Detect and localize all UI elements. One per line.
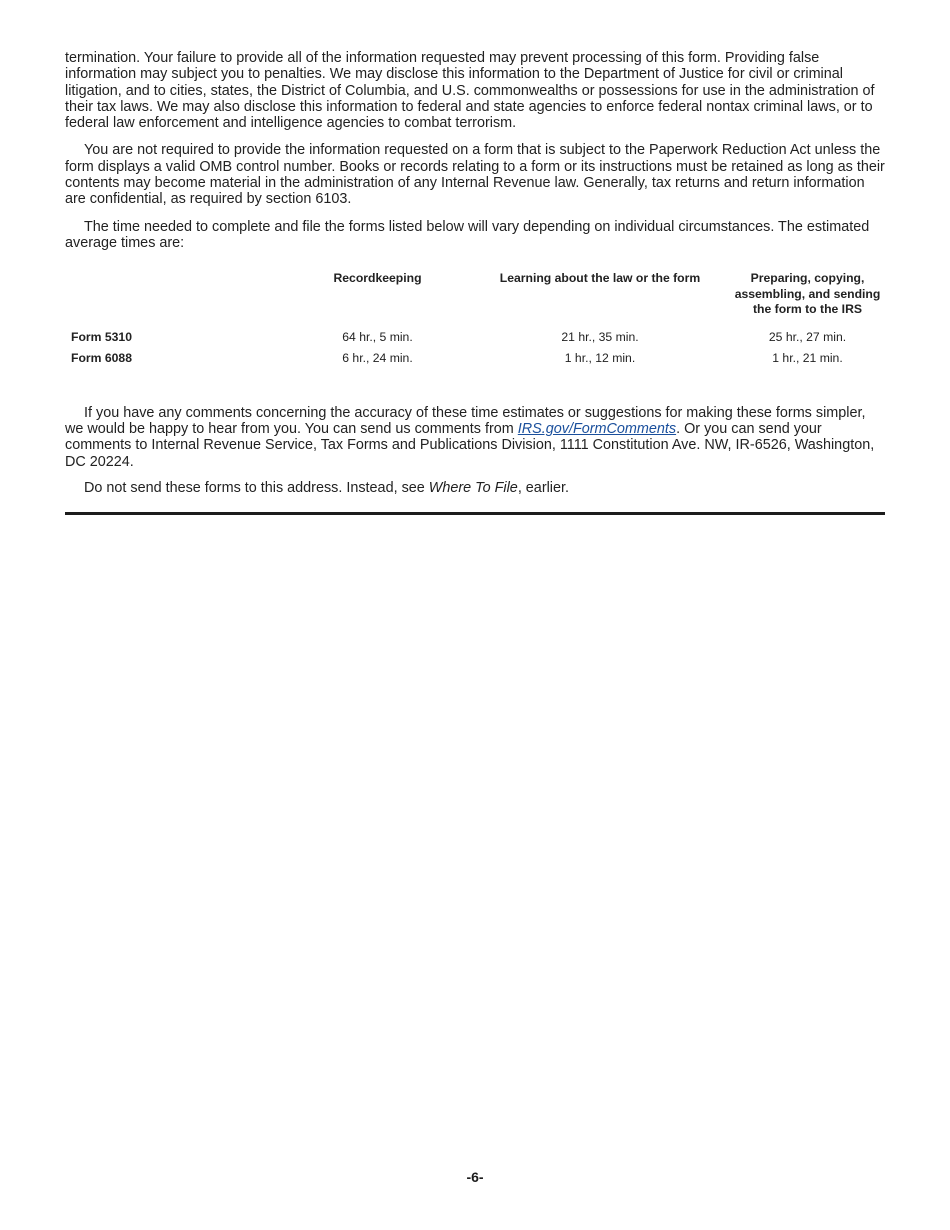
header-learning: Learning about the law or the form <box>499 271 701 286</box>
time-estimates-table <box>65 271 885 370</box>
spacer <box>65 370 885 405</box>
cell-recordkeeping: 64 hr., 5 min. <box>342 329 413 344</box>
section-divider <box>65 512 885 515</box>
form-comments-link[interactable]: IRS.gov/FormComments <box>517 421 677 438</box>
header-preparing: Preparing, copying, assembling, and sending the form to the IRS <box>734 271 881 317</box>
table-header-row <box>65 271 885 327</box>
where-to-file-paragraph <box>65 480 885 496</box>
where-to-file-reference: Where To File <box>428 479 518 496</box>
where-to-file-text-before: Do not send these forms to this address. Instead, see <box>84 479 429 496</box>
table-row <box>65 348 885 370</box>
cell-learning: 1 hr., 12 min. <box>564 351 636 366</box>
page-number: -6- <box>466 1169 484 1185</box>
row-form-name: Form 6088 <box>71 351 132 366</box>
page-content <box>65 50 885 515</box>
comments-text-after: . Or you can send your comments to Internal Revenue Service, Tax Forms and Publications Division, 1111 Constitution Ave. NW, IR-6526, Washington, DC 20224. <box>65 421 875 470</box>
privacy-paragraph-1: termination. Your failure to provide all of the information requested may prevent processing of this form. Providing false information may subject you to penalties. We may disclose this information to the Department of Justice for civil or criminal litigation, and to cities, states, the District of Columbia, and U.S. commonwealths or possessions for use in the administration of their tax laws. We may also disclose this information to federal and state agencies to enforce federal nontax criminal laws, or to federal law enforcement and intelligence agencies to combat terrorism. <box>65 50 875 132</box>
cell-learning: 21 hr., 35 min. <box>561 329 639 344</box>
cell-recordkeeping: 6 hr., 24 min. <box>342 351 413 366</box>
privacy-paragraph-2: You are not required to provide the information requested on a form that is subject to the Paperwork Reduction Act unless the form displays a valid OMB control number. Books or records relating to a form or its instructions must be retained as long as their contents may become material in the administration of any Internal Revenue law. Generally, tax returns and return information are confidential, as required by section 6103. <box>65 142 885 208</box>
header-form <box>65 271 285 327</box>
time-estimate-intro: The time needed to complete and file the forms listed below will vary depending on individual circumstances. The estimated average times are: <box>65 218 870 251</box>
comments-text-before: If you have any comments concerning the accuracy of these time estimates or suggestions for making these forms simpler, we would be happy to hear from you. You can send us comments from <box>65 404 866 438</box>
cell-preparing: 25 hr., 27 min. <box>768 329 847 344</box>
row-form-name: Form 5310 <box>71 329 132 344</box>
cell-preparing: 1 hr., 21 min. <box>772 351 843 366</box>
where-to-file-text-after: , earlier. <box>517 479 570 496</box>
comments-paragraph <box>65 405 885 470</box>
header-recordkeeping: Recordkeeping <box>333 271 422 286</box>
table-row <box>65 327 885 349</box>
